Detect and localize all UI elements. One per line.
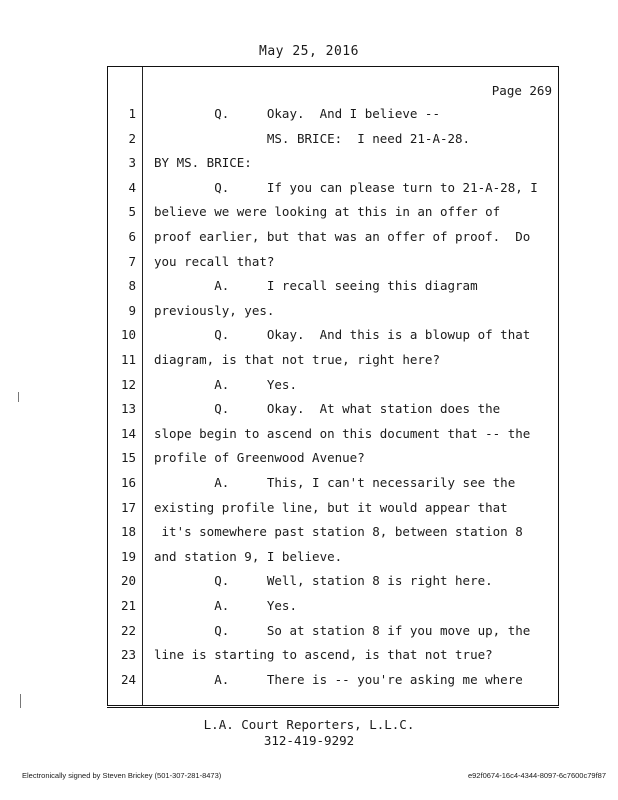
line-text: Q. Well, station 8 is right here. xyxy=(154,573,493,589)
transcript-line xyxy=(108,155,560,175)
line-number: 20 xyxy=(120,573,136,589)
line-number: 12 xyxy=(120,376,136,392)
court-reporter-phone: 312-419-9292 xyxy=(263,733,355,748)
line-number: 6 xyxy=(128,229,136,244)
line-number: 1 xyxy=(128,106,136,121)
page-number: Page 269 xyxy=(491,83,552,98)
line-text: and station 9, I believe. xyxy=(154,548,343,564)
transcript-line xyxy=(108,426,560,446)
line-text: Q. Okay. At what station does the xyxy=(154,401,501,417)
line-number: 3 xyxy=(128,155,136,171)
line-number: 15 xyxy=(120,450,136,466)
transcript-line xyxy=(108,598,560,618)
line-number: 13 xyxy=(120,401,136,417)
electronic-signature-note: Electronically signed by Steven Brickey (501-307-281-8473) xyxy=(22,771,222,780)
transcript-line xyxy=(108,573,560,593)
transcript-line xyxy=(108,106,560,126)
line-text: line is starting to ascend, is that not true? xyxy=(154,647,493,663)
line-text: you recall that? xyxy=(154,253,275,269)
line-text: profile of Greenwood Avenue? xyxy=(154,450,365,466)
line-number: 5 xyxy=(128,204,136,220)
line-text: MS. BRICE: I need 21-A-28. xyxy=(154,130,471,146)
transcript-line xyxy=(108,450,560,470)
scan-speck xyxy=(18,392,19,402)
line-text: believe we were looking at this in an offer of xyxy=(154,204,501,220)
line-number: 18 xyxy=(120,524,136,540)
line-text: Q. Okay. And I believe -- xyxy=(154,106,440,121)
transcript-line xyxy=(108,524,560,544)
scan-speck xyxy=(20,694,21,708)
line-number: 8 xyxy=(128,278,136,294)
transcript-line xyxy=(108,204,560,224)
transcript-line xyxy=(108,549,560,569)
line-text: it's somewhere past station 8, between station 8 xyxy=(154,524,523,540)
line-number: 14 xyxy=(120,425,136,441)
line-text: A. Yes. xyxy=(154,376,297,392)
line-number: 17 xyxy=(120,499,136,515)
line-text: A. This, I can't necessarily see the xyxy=(154,475,516,490)
line-text: diagram, is that not true, right here? xyxy=(154,352,440,367)
line-number: 19 xyxy=(120,548,136,564)
line-number: 23 xyxy=(120,647,136,663)
transcript-line xyxy=(108,377,560,397)
document-hash: e92f0674-16c4-4344-8097-6c7600c79f87 xyxy=(467,771,606,780)
line-number: 9 xyxy=(128,302,136,318)
transcript-line xyxy=(108,131,560,151)
line-text: A. Yes. xyxy=(154,598,297,613)
court-reporter-firm: L.A. Court Reporters, L.L.C. xyxy=(203,717,415,732)
transcript-line xyxy=(108,303,560,323)
line-number: 22 xyxy=(120,622,136,638)
transcript-line xyxy=(108,647,560,667)
line-text: A. There is -- you're asking me where xyxy=(154,671,523,687)
line-number: 24 xyxy=(120,671,136,687)
line-text: previously, yes. xyxy=(154,302,275,318)
line-text: Q. If you can please turn to 21-A-28, I xyxy=(154,179,538,195)
transcript-page-frame xyxy=(107,66,559,706)
transcript-line xyxy=(108,327,560,347)
transcript-line xyxy=(108,352,560,372)
line-text: slope begin to ascend on this document that -- the xyxy=(154,425,531,441)
transcript-line xyxy=(108,401,560,421)
line-number: 21 xyxy=(120,598,136,613)
transcript-date: May 25, 2016 xyxy=(259,44,359,59)
transcript-line xyxy=(108,254,560,274)
line-number: 7 xyxy=(128,253,136,269)
line-number: 10 xyxy=(120,327,136,343)
line-text: Q. Okay. And this is a blowup of that xyxy=(154,327,531,343)
line-text: existing profile line, but it would appear that xyxy=(154,499,508,515)
line-text: A. I recall seeing this diagram xyxy=(154,278,478,294)
transcript-line xyxy=(108,475,560,495)
transcript-line xyxy=(108,672,560,692)
line-text: BY MS. BRICE: xyxy=(154,155,252,171)
line-number: 4 xyxy=(128,179,136,195)
transcript-line xyxy=(108,229,560,249)
transcript-line xyxy=(108,180,560,200)
transcript-line xyxy=(108,500,560,520)
line-text: proof earlier, but that was an offer of proof. Do xyxy=(154,229,531,244)
line-number: 11 xyxy=(120,352,136,367)
line-number: 2 xyxy=(128,130,136,146)
line-number: 16 xyxy=(120,475,136,490)
transcript-line xyxy=(108,623,560,643)
transcript-line xyxy=(108,278,560,298)
line-text: Q. So at station 8 if you move up, the xyxy=(154,622,531,638)
